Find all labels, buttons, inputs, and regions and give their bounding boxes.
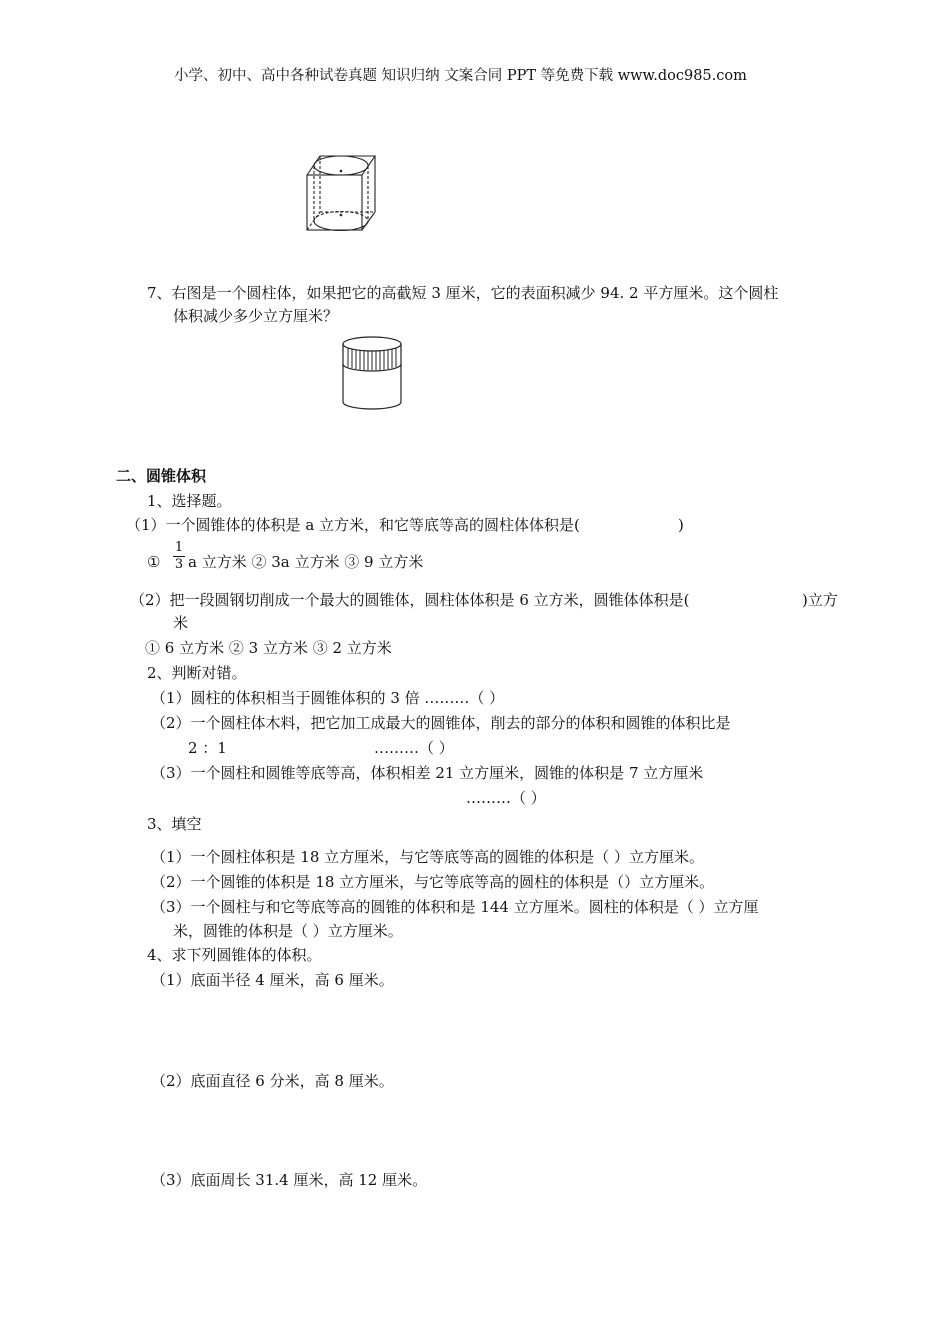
choice-q2-options: ① 6 立方米 ② 3 立方米 ③ 2 立方米 (145, 639, 392, 657)
calc-heading: 4、求下列圆锥体的体积。 (147, 946, 322, 964)
fraction-numerator: 1 (174, 540, 184, 555)
fraction-denominator: 3 (174, 557, 184, 572)
fill-2: （2）一个圆锥的体积是 18 立方厘米，与它等底等高的圆柱的体积是（）立方厘米。 (151, 873, 715, 891)
choice-heading: 1、选择题。 (147, 492, 232, 510)
choice-q1-opt1-mark: ① (147, 553, 161, 571)
choice-q2-line2: 米 (173, 614, 189, 632)
choice-q1: （1）一个圆锥体的体积是 a 立方米，和它等底等高的圆柱体体积是( (126, 516, 580, 534)
judge-3-dots: ………（ ） (466, 789, 546, 807)
judge-2-dots: ………（ ） (374, 739, 454, 757)
fill-3-line1: （3）一个圆柱与和它等底等高的圆锥的体积和是 144 立方厘米。圆柱的体积是（ ）立方厘 (151, 898, 759, 916)
cylinder-jar-figure (338, 332, 408, 414)
calc-1: （1）底面半径 4 厘米，高 6 厘米。 (151, 971, 394, 989)
one-third-fraction (173, 541, 185, 572)
calc-3: （3）底面周长 31.4 厘米，高 12 厘米。 (151, 1171, 428, 1189)
section2-title: 二、圆锥体积 (116, 467, 207, 485)
choice-q2-close: )立方 (802, 591, 838, 609)
fill-1: （1）一个圆柱体积是 18 立方厘米，与它等底等高的圆锥的体积是（ ）立方厘米。 (151, 848, 704, 866)
judge-1: （1）圆柱的体积相当于圆锥体积的 3 倍 ………（ ） (151, 689, 505, 707)
q7-line2: 体积减少多少立方厘米？ (173, 307, 339, 325)
choice-q1-options: a 立方米 ② 3a 立方米 ③ 9 立方米 (188, 553, 424, 571)
choice-q1-close: ) (678, 516, 684, 534)
q7-line1: 7、右图是一个圆柱体，如果把它的高截短 3 厘米，它的表面积减少 94. 2 平方厘米。这个圆柱 (147, 284, 779, 302)
judge-3-line1: （3）一个圆柱和圆锥等底等高，体积相差 21 立方厘米，圆锥的体积是 7 立方厘米 (151, 764, 704, 782)
judge-2-ratio: 2 ：1 (188, 739, 227, 757)
judge-heading: 2、判断对错。 (147, 664, 247, 682)
fill-heading: 3、填空 (147, 815, 202, 833)
judge-2-line1: （2）一个圆柱体木料，把它加工成最大的圆锥体，削去的部分的体积和圆锥的体积比是 (151, 714, 731, 732)
cube-cylinder-figure (300, 150, 382, 236)
choice-q2-line1: （2）把一段圆钢切削成一个最大的圆锥体，圆柱体体积是 6 立方米，圆锥体体积是( (130, 591, 690, 609)
fill-3-line2: 米，圆锥的体积是（ ）立方厘米。 (173, 922, 403, 940)
page-header: 小学、初中、高中各种试卷真题 知识归纳 文案合同 PPT 等免费下载 www.doc985.com (174, 68, 747, 84)
calc-2: （2）底面直径 6 分米，高 8 厘米。 (151, 1072, 394, 1090)
